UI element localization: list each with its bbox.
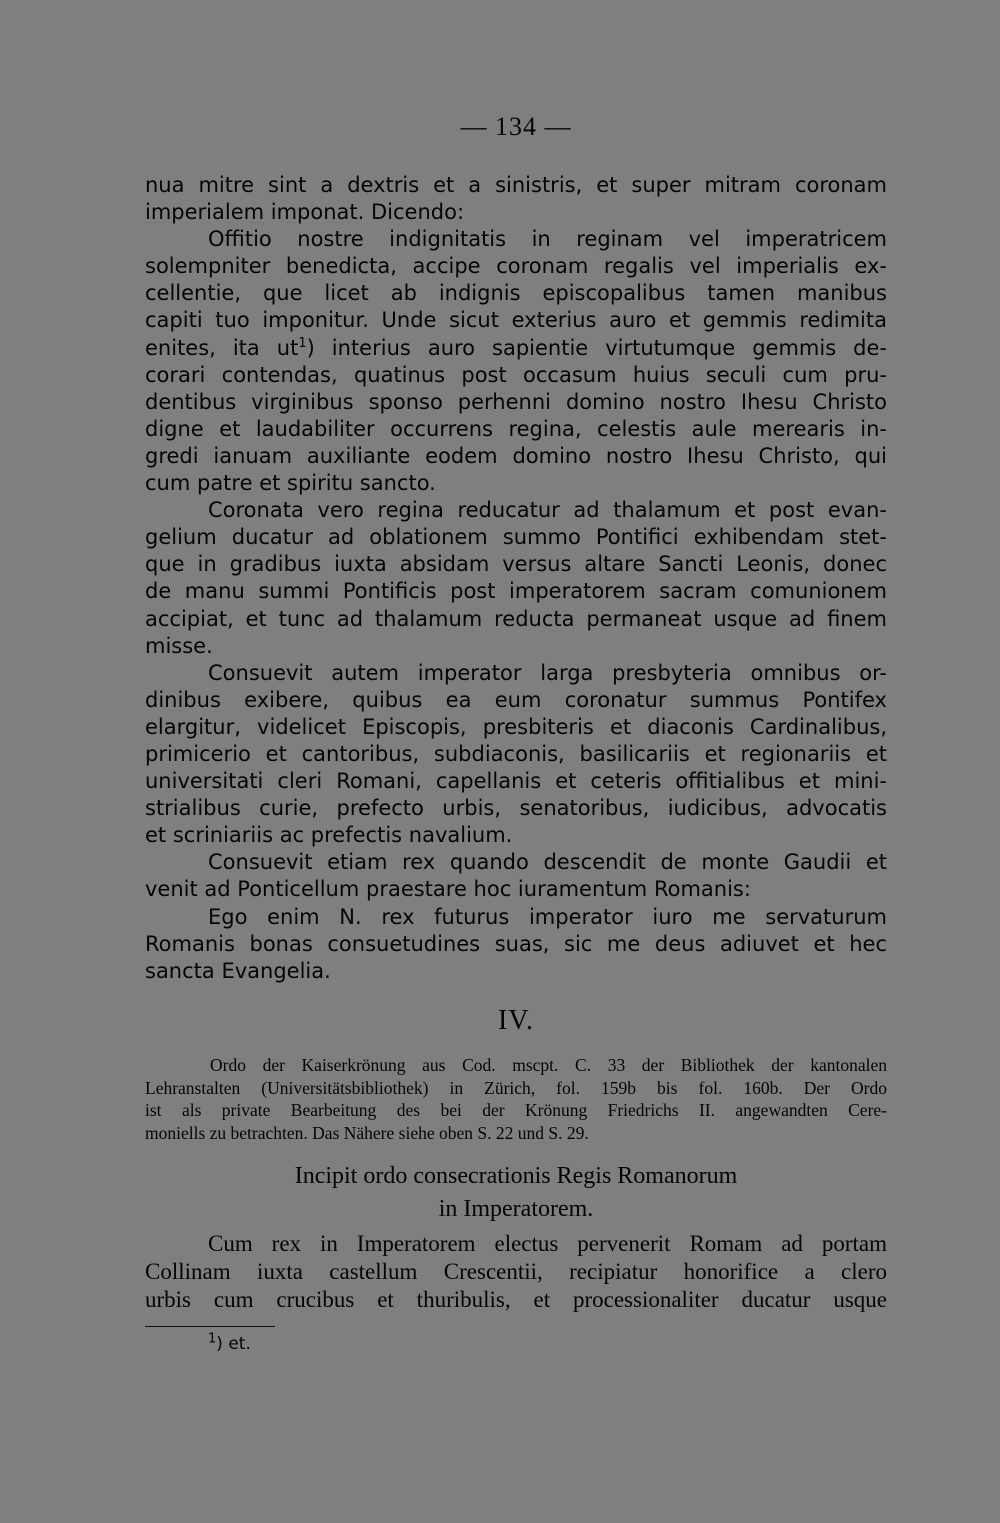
ordo-title-line: Incipit ordo consecrationis Regis Romanorum [294,1163,738,1189]
text-segment: ) interius auro sapientie virtutumque gemmis de- [306,335,887,360]
text-line: capiti tuo imponitur. Unde sicut exterius auro et gemmis redimita [145,308,887,333]
text-line: et scriniariis ac prefectis navalium. [145,823,513,848]
text-line: digne et laudabiliter occurrens regina, celestis aule merearis in- [145,416,887,441]
text-line: dentibus virginibus sponso perhenni domino nostro Ihesu Christo [145,389,887,414]
text-line: Offitio nostre indignitatis in reginam vel imperatricem [208,227,887,252]
text-line: misse. [145,633,213,658]
text-line: dinibus exibere, quibus ea eum coronatur summus Pontifex [145,687,887,712]
ordo-line: Cum rex in Imperatorem electus pervenerit Romam ad portam [208,1231,887,1256]
text-line: Consuevit etiam rex quando descendit de monte Gaudii et [208,850,887,875]
note-line: Ordo der Kaiserkrönung aus Cod. mscpt. C. 33 der Bibliothek der kantonalen [210,1055,887,1075]
text-line: accipiat, et tunc ad thalamum reducta permaneat usque ad finem [145,606,887,631]
footnote-reference: 1 [298,335,307,351]
text-line: cellentie, que licet ab indignis episcopalibus tamen manibus [145,281,887,306]
ordo-line: urbis cum crucibus et thuribulis, et processionaliter ducatur usque [145,1287,887,1312]
section-heading: IV. [498,1005,534,1036]
note-line: ist als private Bearbeitung des bei der Krönung Friedrichs II. angewandten Cere- [145,1100,887,1120]
book-page [145,0,887,1523]
footnote-text: ) et. [216,1334,251,1354]
text-line: imperialem imponat. Dicendo: [145,200,465,225]
text-line: venit ad Ponticellum praestare hoc iuramentum Romanis: [145,877,751,902]
text-line: elargitur, videlicet Episcopis, presbiteris et diaconis Cardinalibus, [145,714,887,739]
text-line: Consuevit autem imperator larga presbyteria omnibus or- [208,660,887,685]
text-line: sancta Evangelia. [145,958,331,983]
text-line: strialibus curie, prefecto urbis, senatoribus, iudicibus, advocatis [145,796,887,821]
footnote-marker: 1 [208,1331,217,1347]
ordo-line: Collinam iuxta castellum Crescentii, recipiatur honorifice a clero [145,1259,887,1284]
footnote-rule [145,1326,275,1327]
text-line: cum patre et spiritu sancto. [145,471,436,496]
text-line [145,335,887,362]
ordo-title [145,1160,887,1226]
page-number: — 134 — [460,112,572,141]
note-line: Lehranstalten (Universitätsbibliothek) in Zürich, fol. 159b bis fol. 160b. Der Ordo [145,1077,887,1098]
text-line: que in gradibus iuxta absidam versus altare Sancti Leonis, donec [145,552,887,577]
editorial-note [145,1054,887,1144]
text-line: Romanis bonas consuetudines suas, sic me deus adiuvet et hec [145,931,887,956]
body-text [145,172,887,985]
text-line: Ego enim N. rex futurus imperator iuro me servaturum [208,904,887,929]
text-line: Coronata vero regina reducatur ad thalamum et post evan- [208,498,887,523]
text-line: corari contendas, quatinus post occasum huius seculi cum pru- [145,362,887,387]
text-line: solempniter benedicta, accipe coronam regalis vel imperialis ex- [145,254,887,279]
text-line: primicerio et cantoribus, subdiaconis, basilicariis et regionariis et [145,741,887,766]
ordo-text [145,1230,887,1314]
ordo-title-line: in Imperatorem. [438,1196,594,1222]
text-segment: enites, ita ut [145,335,299,360]
text-line: universitati cleri Romani, capellanis et ceteris offitialibus et mini- [145,769,887,794]
footnote [208,1331,251,1354]
text-line: nua mitre sint a dextris et a sinistris, et super mitram coronam [145,173,887,197]
text-line: gelium ducatur ad oblationem summo Pontifici exhibendam stet- [145,525,887,550]
text-line: gredi ianuam auxiliante eodem domino nostro Ihesu Christo, qui [145,443,887,468]
note-line: moniells zu betrachten. Das Nähere siehe oben S. 22 und S. 29. [145,1122,589,1143]
text-line: de manu summi Pontificis post imperatorem sacram comunionem [145,579,887,604]
